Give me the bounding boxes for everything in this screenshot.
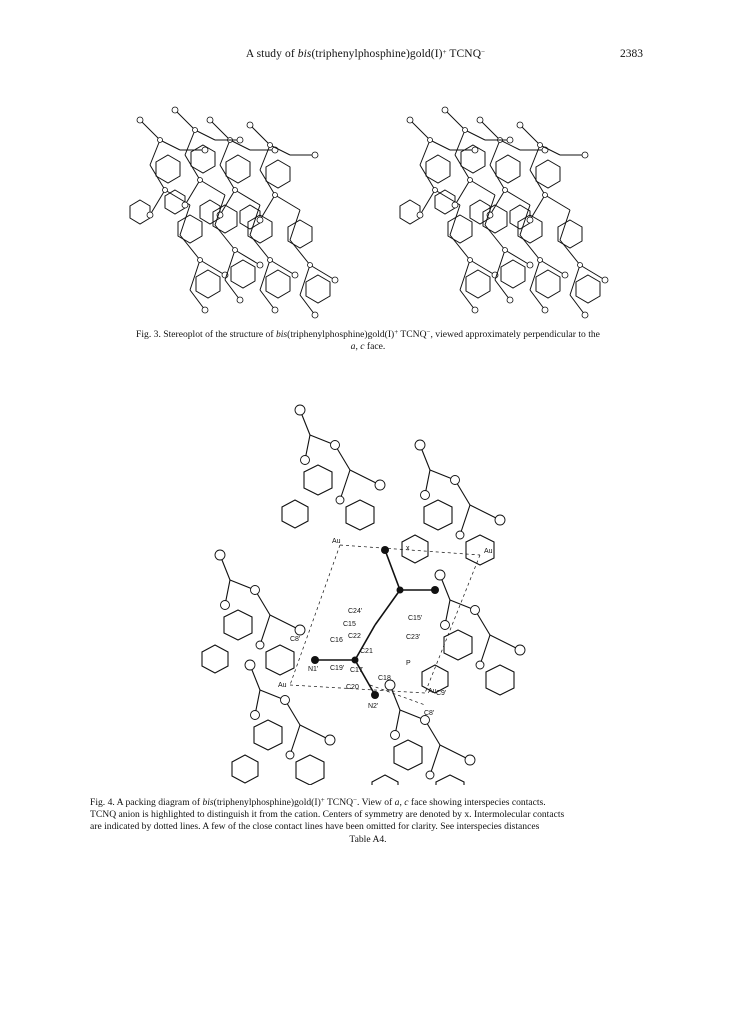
- atom-label-c19: C19': [330, 665, 345, 672]
- page-number: 2383: [620, 48, 643, 60]
- atom-label-c15a: C15': [408, 615, 423, 622]
- figure-4-packing-diagram: [170, 395, 550, 785]
- atom-label-c21: C21: [360, 648, 373, 655]
- atom-label-c24: C24': [348, 608, 363, 615]
- atom-label-c22: C22: [348, 633, 361, 640]
- atom-label-c16: C16: [330, 637, 343, 644]
- stereo-left-image: [130, 107, 338, 318]
- running-header: [0, 48, 731, 68]
- running-title: A study of bis(triphenylphosphine)gold(I)+ TCNQ−: [245, 48, 486, 60]
- atom-label-c15: C15: [343, 621, 356, 628]
- atom-label-c23: C23': [406, 634, 421, 641]
- atom-label-au3: Au: [278, 682, 287, 689]
- atom-label-au1: Au: [332, 538, 341, 545]
- figure-3-caption: Fig. 3. Stereoplot of the structure of bis(triphenylphosphine)gold(I)+ TCNQ−, viewed approximately perpendicular to the a, c face.: [136, 328, 600, 353]
- stereo-right-image: [400, 107, 608, 318]
- atom-label-p: P: [406, 660, 411, 667]
- tcnq-anion: [311, 546, 439, 699]
- atom-labels: [278, 538, 493, 717]
- atom-label-n1: N1': [308, 666, 319, 673]
- atom-label-au4: Au: [428, 688, 437, 695]
- atom-label-c20: C20: [346, 684, 359, 691]
- symmetry-center-x: x: [406, 545, 410, 552]
- figure-4-caption: Fig. 4. A packing diagram of bis(triphenylphosphine)gold(I)+ TCNQ−. View of a, c face showing interspecies contacts. TCNQ anion is highlighted to distinguish it from the cation. Centers of symmetry are denoted by x. Intermolecular contacts are indicated by dotted lines. A few of the close contact lines have been omitted for clarity. See interspecies distances Table A4.: [90, 796, 565, 845]
- atom-label-c9: C9': [436, 690, 447, 697]
- atom-label-c8: C8': [424, 710, 435, 717]
- atom-label-c8b: C8': [290, 636, 301, 643]
- atom-label-c17: C17: [350, 667, 363, 674]
- figure-3-stereoplot: [100, 100, 640, 320]
- atom-label-au2: Au: [484, 548, 493, 555]
- atom-label-n2: N2': [368, 703, 379, 710]
- atom-label-c18: C18: [378, 675, 391, 682]
- cation-molecules: [202, 405, 525, 785]
